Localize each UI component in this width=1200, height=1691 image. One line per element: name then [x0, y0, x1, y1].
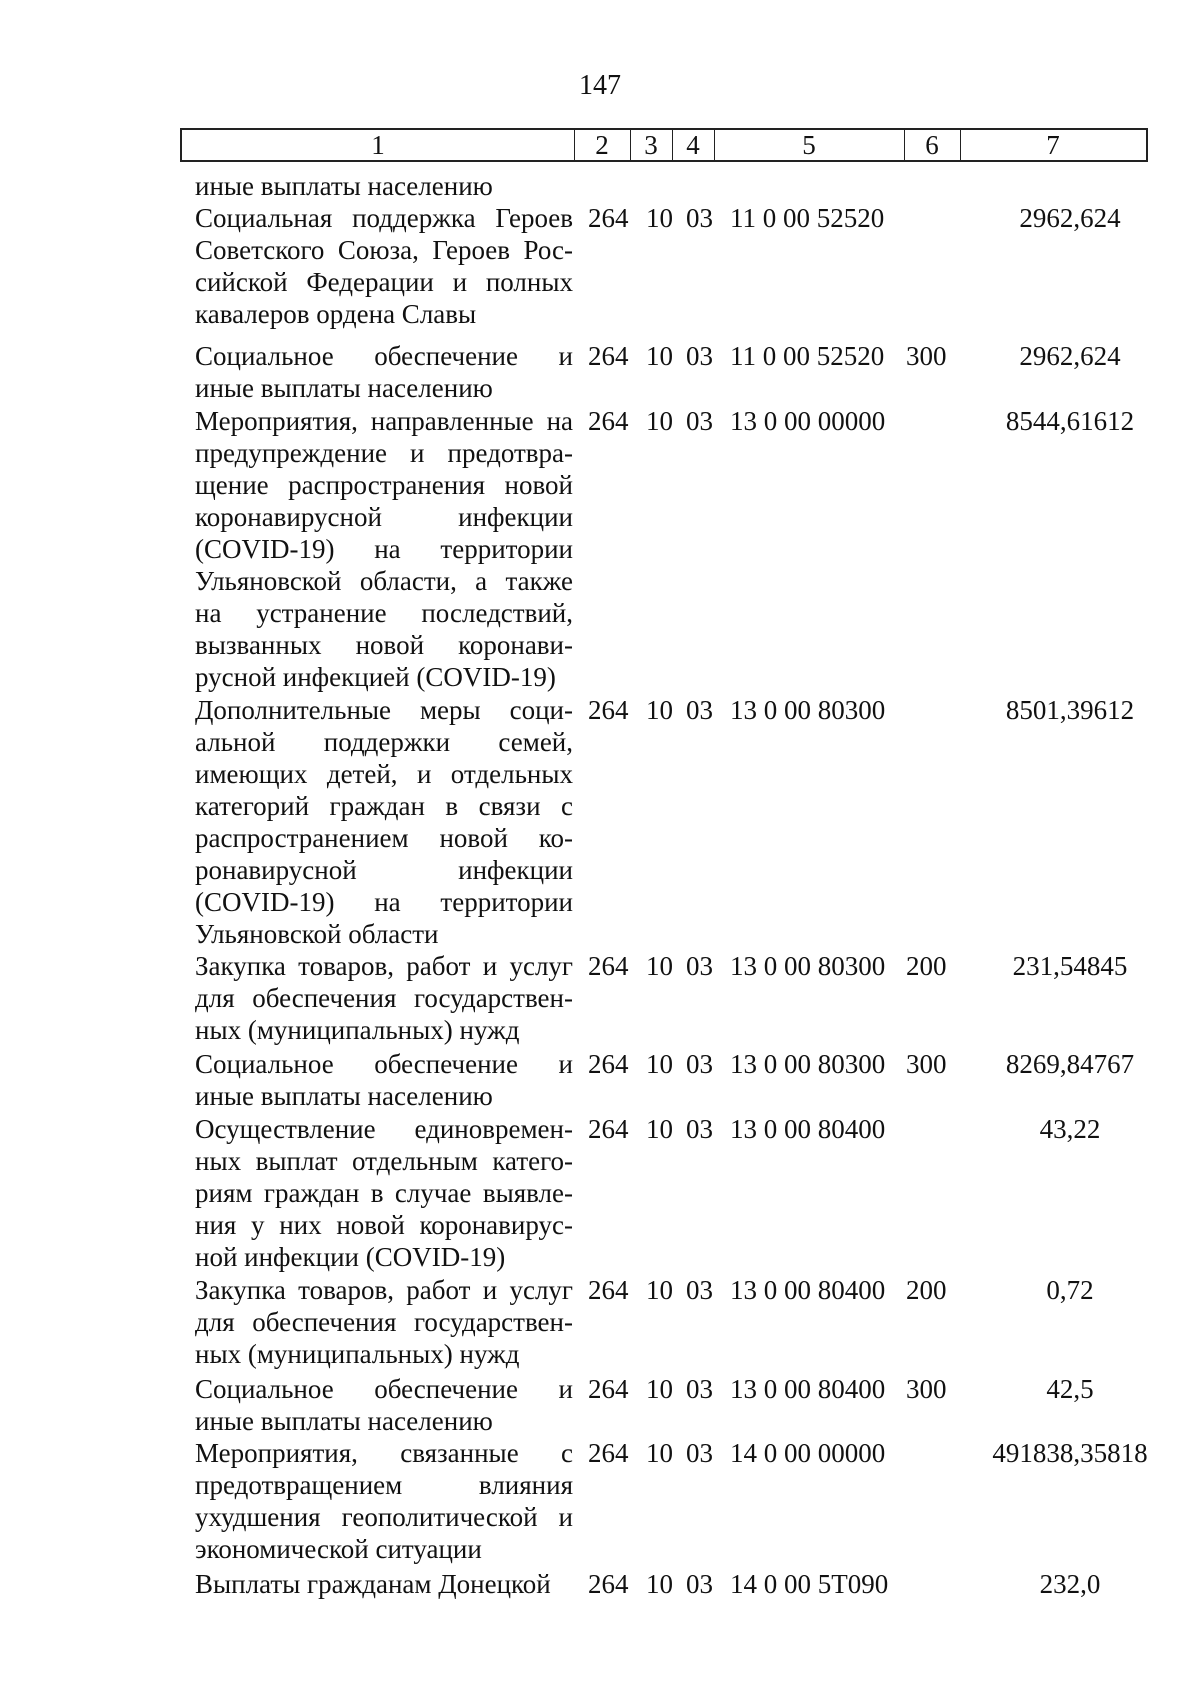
cell-code-rz: 10 — [646, 695, 673, 725]
row-description — [195, 1048, 573, 1112]
cell-code-rz: 10 — [646, 1438, 673, 1468]
description-line: Социальное обеспечение и — [195, 1049, 573, 1079]
cell-code-rz: 10 — [646, 951, 673, 981]
description-line: сийской Федерации и полных — [195, 267, 573, 297]
cell-code-rz: 10 — [646, 1114, 673, 1144]
description-line: Закупка товаров, работ и услуг — [195, 1275, 573, 1305]
description-line: распространением новой ко- — [195, 823, 573, 853]
header-col-1: 1 — [371, 130, 385, 160]
cell-code-vr: 200 — [906, 1275, 947, 1305]
cell-code-rz: 10 — [646, 1374, 673, 1404]
cell-code-gr: 264 — [588, 1438, 629, 1468]
description-line: для обеспечения государствен- — [195, 1307, 573, 1337]
cell-amount: 2962,624 — [1019, 341, 1121, 371]
cell-amount: 8269,84767 — [1005, 1049, 1135, 1079]
description-line: Ульяновской области, а также — [195, 566, 573, 596]
row-description — [195, 1568, 573, 1600]
cell-code-pr: 03 — [686, 695, 713, 725]
cell-amount: 8501,39612 — [1005, 695, 1135, 725]
header-col-2: 2 — [595, 130, 609, 160]
cell-code-rz: 10 — [646, 1049, 673, 1079]
description-line: Ульяновской области — [195, 919, 439, 949]
description-line: Дополнительные меры соци- — [195, 695, 573, 725]
cell-code-gr: 264 — [588, 1569, 629, 1599]
row-description — [195, 694, 573, 950]
description-line: иные выплаты населению — [195, 373, 493, 403]
header-col-6: 6 — [925, 130, 939, 160]
description-line: для обеспечения государствен- — [195, 983, 573, 1013]
description-line: (COVID-19) на территории — [195, 887, 573, 917]
cell-code-gr: 264 — [588, 1275, 629, 1305]
row-description — [195, 1373, 573, 1437]
description-line: вызванных новой коронави- — [195, 630, 573, 660]
row-description — [195, 1437, 573, 1565]
cell-code-csr: 13 0 00 00000 — [730, 406, 886, 436]
cell-code-pr: 03 — [686, 203, 713, 233]
row-description — [195, 202, 573, 330]
cell-code-csr: 13 0 00 80400 — [730, 1114, 886, 1144]
row-description — [195, 340, 573, 404]
cell-code-gr: 264 — [588, 341, 629, 371]
cell-code-gr: 264 — [588, 1374, 629, 1404]
header-col-5: 5 — [802, 130, 816, 160]
description-line: риям граждан в случае выявле- — [195, 1178, 573, 1208]
cell-amount: 232,0 — [1039, 1569, 1101, 1599]
description-line: Выплаты гражданам Донецкой — [195, 1569, 551, 1599]
cell-code-csr: 13 0 00 80400 — [730, 1374, 886, 1404]
cell-code-csr: 14 0 00 5T090 — [730, 1569, 889, 1599]
cell-amount: 42,5 — [1046, 1374, 1094, 1404]
cell-code-gr: 264 — [588, 406, 629, 436]
description-line: Социальное обеспечение и — [195, 341, 573, 371]
row-description — [195, 1113, 573, 1273]
cell-code-pr: 03 — [686, 1569, 713, 1599]
description-line: щение распространения новой — [195, 470, 573, 500]
cell-amount: 0,72 — [1046, 1275, 1094, 1305]
cell-code-rz: 10 — [646, 1275, 673, 1305]
description-line: иные выплаты населению — [195, 1406, 493, 1436]
cell-amount: 43,22 — [1039, 1114, 1101, 1144]
description-line: Осуществление единовремен- — [195, 1114, 573, 1144]
cell-code-rz: 10 — [646, 406, 673, 436]
page-number: 147 — [579, 70, 621, 101]
row-description — [195, 1274, 573, 1370]
cell-code-pr: 03 — [686, 341, 713, 371]
cell-code-gr: 264 — [588, 1049, 629, 1079]
description-line: Мероприятия, связанные с — [195, 1438, 573, 1468]
description-line: коронавирусной инфекции — [195, 502, 573, 532]
description-line: категорий граждан в связи с — [195, 791, 573, 821]
cell-code-pr: 03 — [686, 1049, 713, 1079]
description-line: Социальное обеспечение и — [195, 1374, 573, 1404]
cell-code-pr: 03 — [686, 951, 713, 981]
cell-code-pr: 03 — [686, 1275, 713, 1305]
description-line: ронавирусной инфекции — [195, 855, 573, 885]
cell-amount: 491838,35818 — [992, 1438, 1148, 1468]
header-col-7: 7 — [1046, 130, 1060, 160]
header-col-3: 3 — [644, 130, 658, 160]
description-line: иные выплаты населению — [195, 171, 493, 201]
cell-code-vr: 200 — [906, 951, 947, 981]
row-description — [195, 170, 573, 202]
cell-code-gr: 264 — [588, 695, 629, 725]
row-description — [195, 405, 573, 693]
description-line: предотвращением влияния — [195, 1470, 573, 1500]
description-line: ния у них новой коронавирус- — [195, 1210, 573, 1240]
cell-amount: 2962,624 — [1019, 203, 1121, 233]
description-line: иные выплаты населению — [195, 1081, 493, 1111]
description-line: имеющих детей, и отдельных — [195, 759, 573, 789]
cell-code-csr: 11 0 00 52520 — [730, 341, 885, 371]
cell-code-pr: 03 — [686, 1438, 713, 1468]
cell-code-vr: 300 — [906, 1049, 947, 1079]
cell-code-gr: 264 — [588, 951, 629, 981]
header-col-4: 4 — [686, 130, 700, 160]
cell-amount: 231,54845 — [1012, 951, 1128, 981]
cell-code-csr: 11 0 00 52520 — [730, 203, 885, 233]
cell-code-gr: 264 — [588, 1114, 629, 1144]
description-line: альной поддержки семей, — [195, 727, 573, 757]
description-line: Социальная поддержка Героев — [195, 203, 573, 233]
description-line: предупреждение и предотвра- — [195, 438, 573, 468]
cell-code-rz: 10 — [646, 341, 673, 371]
cell-amount: 8544,61612 — [1005, 406, 1135, 436]
description-line: Мероприятия, направленные на — [195, 406, 573, 436]
table-header — [180, 128, 1148, 162]
cell-code-csr: 14 0 00 00000 — [730, 1438, 886, 1468]
description-line: кавалеров ордена Славы — [195, 299, 477, 329]
cell-code-rz: 10 — [646, 203, 673, 233]
cell-code-csr: 13 0 00 80400 — [730, 1275, 886, 1305]
cell-code-vr: 300 — [906, 341, 947, 371]
description-line: ной инфекции (COVID-19) — [195, 1242, 506, 1272]
cell-code-csr: 13 0 00 80300 — [730, 951, 886, 981]
description-line: ных выплат отдельным катего- — [195, 1146, 573, 1176]
description-line: Советского Союза, Героев Рос- — [195, 235, 573, 265]
cell-code-rz: 10 — [646, 1569, 673, 1599]
cell-code-vr: 300 — [906, 1374, 947, 1404]
description-line: русной инфекцией (COVID-19) — [195, 662, 556, 692]
cell-code-csr: 13 0 00 80300 — [730, 695, 886, 725]
description-line: ных (муниципальных) нужд — [195, 1015, 520, 1045]
cell-code-pr: 03 — [686, 1374, 713, 1404]
row-description — [195, 950, 573, 1046]
cell-code-pr: 03 — [686, 1114, 713, 1144]
description-line: Закупка товаров, работ и услуг — [195, 951, 573, 981]
description-line: (COVID-19) на территории — [195, 534, 573, 564]
cell-code-csr: 13 0 00 80300 — [730, 1049, 886, 1079]
description-line: на устранение последствий, — [195, 598, 573, 628]
description-line: ухудшения геополитической и — [195, 1502, 573, 1532]
description-line: ных (муниципальных) нужд — [195, 1339, 520, 1369]
description-line: экономической ситуации — [195, 1534, 482, 1564]
cell-code-gr: 264 — [588, 203, 629, 233]
cell-code-pr: 03 — [686, 406, 713, 436]
